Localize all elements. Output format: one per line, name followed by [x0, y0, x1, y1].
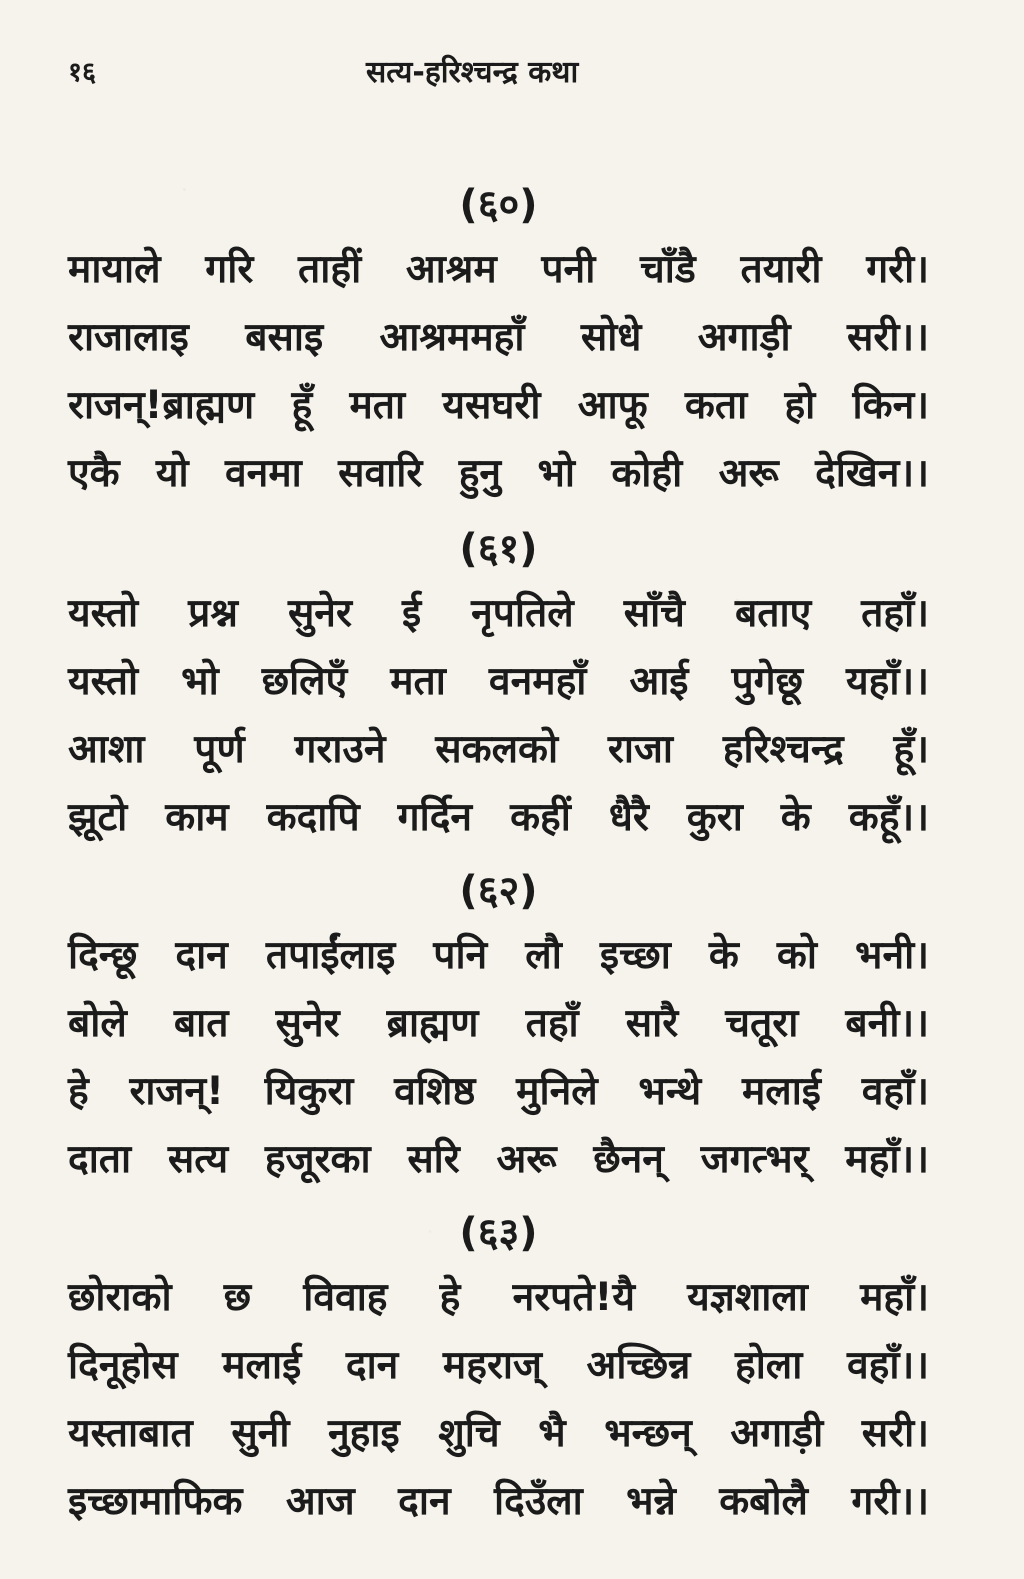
verse-line: यस्ताबात सुनी नुहाइ शुचि भै भन्छन् अगाड़ी सरी। — [68, 1411, 929, 1456]
verse-line: आशा पूर्ण गराउने सकलको राजा हरिश्चन्द्र हूँ। — [68, 727, 929, 772]
verse-line: दिनूहोस मलाई दान महराज् अच्छिन्न होला वहाँ।। — [68, 1343, 929, 1388]
verse-line: राजन्!ब्राह्मण हूँ मता यसघरी आफू कता हो किन। — [68, 383, 929, 428]
verse-line: बोले बात सुनेर ब्राह्मण तहाँ सारै चतूरा बनी।। — [68, 1001, 929, 1046]
verse-line: हे राजन्! यिकुरा वशिष्ठ मुनिले भन्थे मलाई वहाँ। — [68, 1069, 929, 1114]
page-number: १६ — [68, 57, 97, 88]
stanza-number: (६०) — [459, 182, 538, 228]
verse-line: दिन्छू दान तपाईंलाइ पनि लौ इच्छा के को भनी। — [68, 933, 929, 978]
stanza-63 — [68, 1202, 929, 1536]
stanza-62 — [68, 860, 929, 1194]
page-header — [68, 48, 929, 98]
verse-line: मायाले गरि ताहीं आश्रम पनी चाँडै तयारी गरी। — [68, 247, 929, 292]
stanza-61 — [68, 518, 929, 852]
page-title: सत्य-हरिश्चन्द्र कथा — [366, 55, 579, 90]
verse-line: छोराको छ विवाह हे नरपते!यै यज्ञशाला महाँ। — [68, 1275, 929, 1320]
stanza-number: (६१) — [459, 526, 538, 572]
verse-line: झूटो काम कदापि गर्दिन कहीं धैरै कुरा के कहूँ।। — [68, 795, 929, 840]
verse-line: एकै यो वनमा सवारि हुनु भो कोही अरू देखिन।। — [68, 451, 929, 496]
stanza-number: (६३) — [459, 1210, 538, 1256]
verse-line: राजालाइ बसाइ आश्रममहाँ सोधे अगाड़ी सरी।। — [68, 315, 929, 360]
verse-line: दाता सत्य हजूरका सरि अरू छैनन् जगत्भर् महाँ।। — [68, 1137, 929, 1182]
verse-line: यस्तो भो छलिएँ मता वनमहाँ आई पुगेछू यहाँ।। — [68, 659, 929, 704]
verse-line: इच्छामाफिक आज दान दिउँला भन्ने कबोलै गरी।। — [68, 1479, 929, 1524]
verse-line: यस्तो प्रश्न सुनेर ई नृपतिले साँचै बताए तहाँ। — [68, 591, 929, 636]
stanza-number: (६२) — [459, 868, 538, 914]
stanza-60 — [68, 174, 929, 508]
